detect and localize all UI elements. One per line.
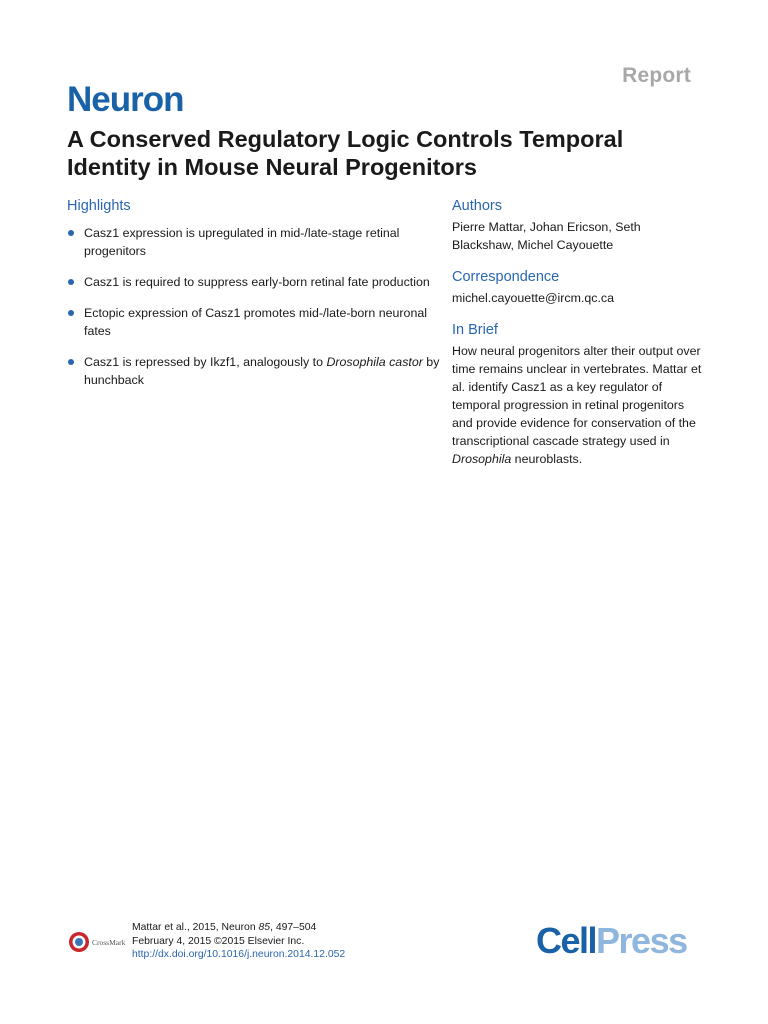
bullet-icon xyxy=(68,310,74,316)
authors-section xyxy=(452,198,702,254)
bullet-icon xyxy=(68,359,74,365)
correspondence-section xyxy=(452,269,702,307)
citation-block xyxy=(132,921,345,962)
crossmark-logo[interactable] xyxy=(68,929,130,955)
highlight-item: Casz1 is repressed by Ikzf1, analogously to Drosophila castor by hunchback xyxy=(67,353,447,389)
bullet-icon xyxy=(68,230,74,236)
highlight-item: Ectopic expression of Casz1 promotes mid-/late-born neuronal fates xyxy=(67,304,447,340)
correspondence-heading: Correspondence xyxy=(452,269,560,285)
citation-date: February 4, 2015 ©2015 Elsevier Inc. xyxy=(132,935,305,947)
doi-link[interactable]: http://dx.doi.org/10.1016/j.neuron.2014.12.052 xyxy=(132,949,346,960)
in-brief-heading: In Brief xyxy=(452,322,498,338)
sidebar-info xyxy=(452,198,702,468)
crossmark-icon xyxy=(68,929,130,955)
citation-line: Mattar et al., 2015, Neuron 85, 497–504 xyxy=(132,922,317,933)
in-brief-text: How neural progenitors alter their output over time remains unclear in vertebrates. Mattar et al. identify Casz1 as a key regulator of temporal progression in retinal progenitors and provide evidence for conservation of the transcriptional cascade strategy used in Drosophila neuroblasts. xyxy=(452,344,702,466)
article-title: A Conserved Regulatory Logic Controls Temporal Identity in Mouse Neural Progenitors xyxy=(67,126,624,180)
highlight-item: Casz1 expression is upregulated in mid-/late-stage retinal progenitors xyxy=(67,224,447,260)
highlights-heading: Highlights xyxy=(67,198,131,214)
authors-heading: Authors xyxy=(452,198,502,214)
cellpress-logo: CellPress xyxy=(536,920,687,961)
article-type-label: Report xyxy=(622,64,691,87)
journal-name: Neuron xyxy=(67,80,184,119)
crossmark-label: CrossMark xyxy=(92,938,126,947)
highlight-item: Casz1 is required to suppress early-born retinal fate production xyxy=(67,273,447,291)
authors-list: Pierre Mattar, Johan Ericson, Seth Blackshaw, Michel Cayouette xyxy=(452,220,641,252)
correspondence-email[interactable]: michel.cayouette@ircm.qc.ca xyxy=(452,291,615,305)
bullet-icon xyxy=(68,279,74,285)
highlights-list xyxy=(67,224,447,389)
highlights-section xyxy=(67,198,447,402)
in-brief-section xyxy=(452,322,702,468)
